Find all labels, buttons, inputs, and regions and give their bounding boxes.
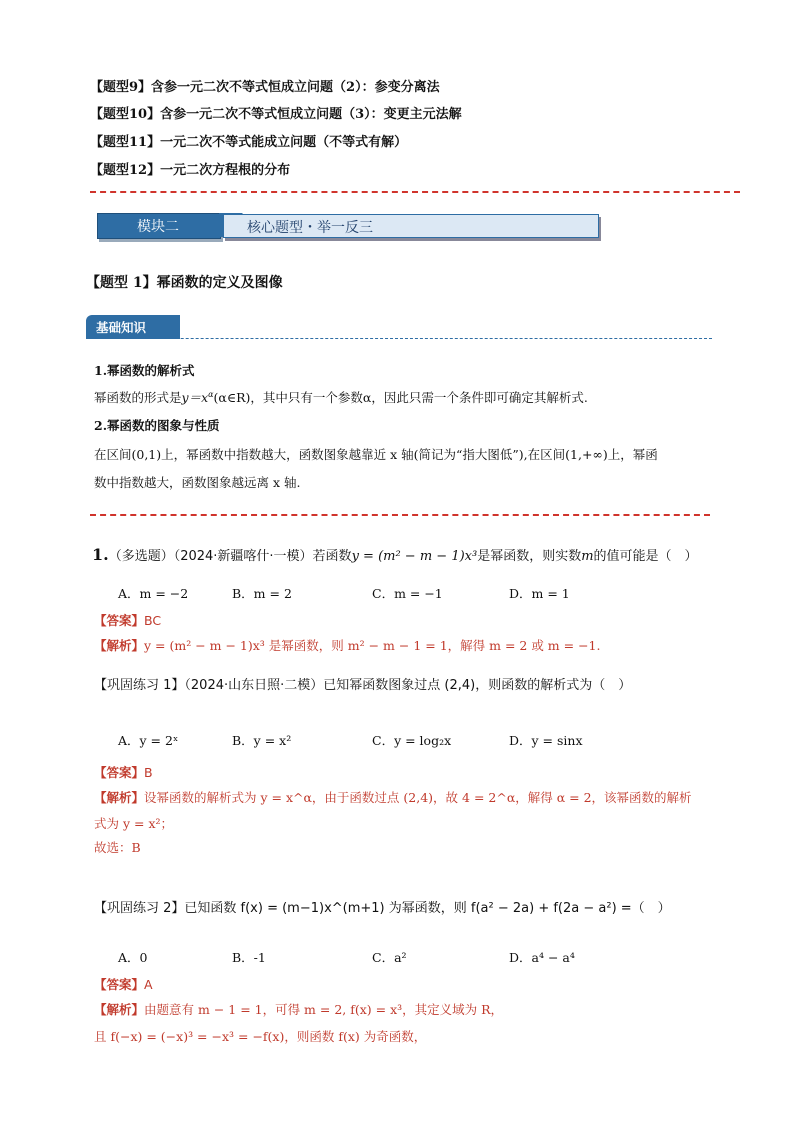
p1-analysis-line2: 式为 y = x²； (94, 816, 174, 831)
p2-analysis-line1: 【解析】由题意有 m − 1 = 1，可得 m = 2, f(x) = x³，其定义域为 R， (94, 1002, 504, 1017)
p2-option-b: B．-1 (232, 950, 266, 965)
toc-item-9: 【题型9】含参一元二次不等式恒成立问题（2）：参变分离法 (90, 80, 440, 95)
knowledge-divider (86, 338, 712, 339)
p2-answer: 【答案】A (94, 977, 153, 992)
p2-analysis-line2: 且 f(−x) = (−x)³ = −x³ = −f(x)，则函数 f(x) 为奇函数， (94, 1029, 427, 1044)
q1-analysis: 【解析】y = (m² − m − 1)x³ 是幂函数，则 m² − m − 1 = 1，解得 m = 2 或 m = −1. (94, 638, 601, 653)
practice-1-stem: 【巩固练习 1】（2024·山东日照·二模）已知幂函数图象过点 (2,4)，则函数的解析式为（ ） (94, 678, 632, 693)
module-left-label: 模块二 (137, 219, 179, 235)
basic-knowledge-tag (86, 315, 180, 339)
p1-option-c: C．y = log₂x (372, 733, 452, 748)
q1-option-d: D．m = 1 (509, 586, 570, 601)
q1-option-b: B．m = 2 (232, 586, 292, 601)
p2-option-a: A．0 (118, 950, 148, 965)
module-right-label: 核心题型・举一反三 (247, 220, 373, 236)
p1-option-b: B．y = x² (232, 733, 292, 748)
q1-answer: 【答案】BC (94, 613, 162, 628)
toc-item-11: 【题型11】一元二次不等式能成立问题（不等式有解） (90, 135, 408, 150)
basic-knowledge-label: 基础知识 (96, 320, 147, 335)
question-1-stem: 1.（多选题）（2024·新疆喀什·一模）若函数y = (m² − m − 1)x³是幂函数，则实数m的值可能是（ ） (92, 545, 698, 564)
knowledge-para-1: 幂函数的形式是$y=x^\alpha(\alpha\in R)$，其中只有一个参数α，因此只需一个条件即可确定其解析式. (94, 389, 588, 405)
module-banner (97, 213, 601, 241)
p1-answer: 【答案】B (94, 765, 153, 780)
p1-option-a: A．y = 2ˣ (118, 733, 179, 748)
p1-analysis-line1: 【解析】设幂函数的解析式为 y = x^α，由于函数过点 (2,4)，故 4 = 2^α，解得 α = 2，该幂函数的解析 (94, 790, 692, 805)
toc-item-12: 【题型12】一元二次方程根的分布 (90, 163, 291, 178)
p1-option-d: D．y = sinx (509, 733, 583, 748)
toc-item-10: 【题型10】含参一元二次不等式恒成立问题（3）：变更主元法解 (90, 107, 462, 122)
divider (90, 191, 740, 193)
p2-option-d: D．a⁴ − a⁴ (509, 950, 575, 965)
q1-option-c: C．m = −1 (372, 586, 443, 601)
p1-analysis-line3: 故选：B (94, 840, 141, 855)
knowledge-heading-2: 2.幂函数的图象与性质 (94, 418, 220, 433)
section-title: 【题型 1】幂函数的定义及图像 (86, 275, 283, 291)
knowledge-heading-1: 1.幂函数的解析式 (94, 363, 195, 378)
knowledge-para-2-line1: 在区间(0,1)上，幂函数中指数越大，函数图象越靠近 x 轴(简记为“指大图低”),在区间(1,+∞)上，幂函 (94, 447, 658, 462)
q1-option-a: A．m = −2 (118, 586, 189, 601)
divider-2 (90, 514, 710, 516)
p2-option-c: C．a² (372, 950, 407, 965)
knowledge-para-2-line2: 数中指数越大，函数图象越远离 x 轴. (94, 475, 301, 490)
practice-2-stem: 【巩固练习 2】已知函数 f(x) = (m−1)x^(m+1) 为幂函数，则 f(a² − 2a) + f(2a − a²) =（ ） (94, 901, 671, 916)
